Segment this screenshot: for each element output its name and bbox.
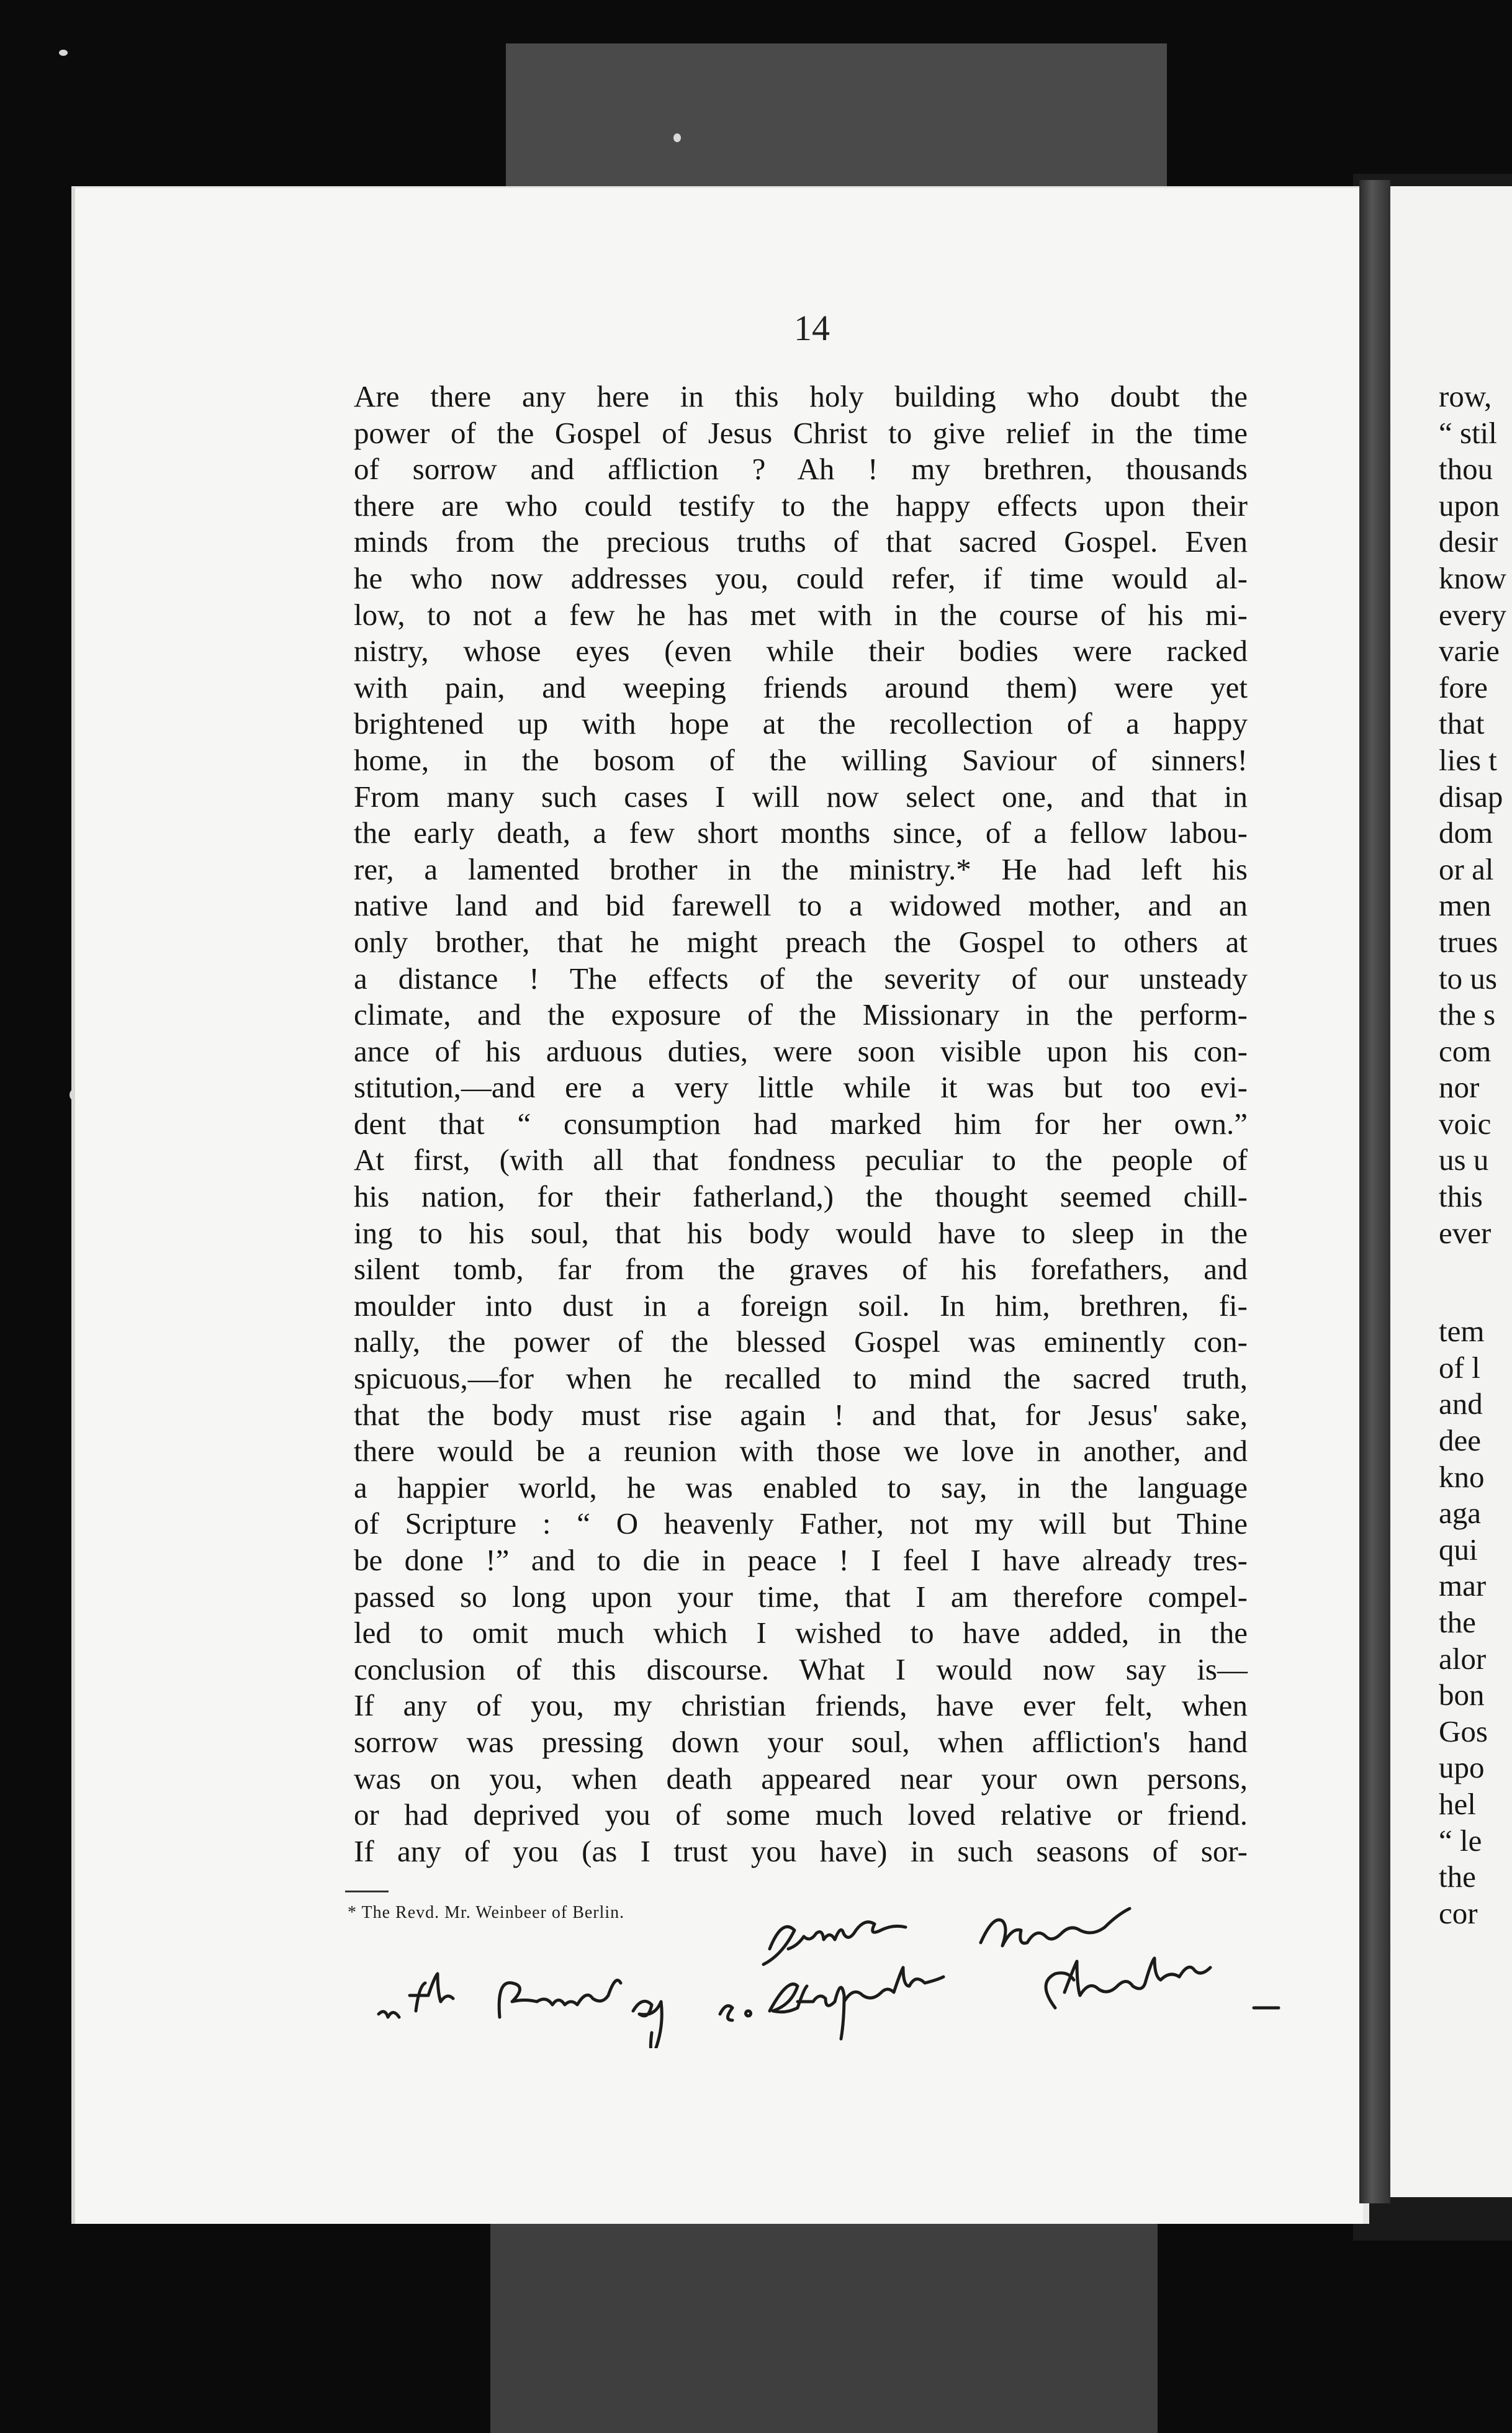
paragraph-gap: [1439, 1251, 1506, 1313]
adjacent-text-line: nor: [1439, 1070, 1480, 1105]
text-line: with pain, and weeping friends around them) were yet: [354, 670, 1248, 704]
text-line: nally, the power of the blessed Gospel was eminently con-: [354, 1324, 1248, 1359]
text-line: only brother, that he might preach the Gospel to others at: [354, 924, 1248, 959]
adjacent-text-line: varie: [1439, 634, 1500, 668]
text-line: If any of you, my christian friends, have ever felt, when: [354, 1688, 1248, 1723]
text-line: his nation, for their fatherland,) the thought seemed chill-: [354, 1179, 1248, 1214]
text-line: there are who could testify to the happy effects upon their: [354, 488, 1248, 523]
scanner-tape-bottom: [490, 2191, 1158, 2433]
text-line: that the body must rise again ! and that, for Jesus' sake,: [354, 1397, 1248, 1432]
text-line: be done !” and to die in peace ! I feel I have already tres-: [354, 1543, 1248, 1577]
text-line: of sorrow and affliction ? Ah ! my brethren, thousands: [354, 452, 1248, 487]
text-line: climate, and the exposure of the Missionary in the perform-: [354, 997, 1248, 1032]
adjacent-text-line: this: [1439, 1179, 1483, 1214]
text-line: rer, a lamented brother in the ministry.* He had left his: [354, 852, 1248, 886]
adjacent-text-line: trues: [1439, 924, 1498, 959]
adjacent-text-line: com: [1439, 1033, 1492, 1068]
text-line: dent that “ consumption had marked him for her own.”: [354, 1106, 1248, 1141]
dust-speck: [673, 133, 681, 142]
adjacent-text-line: cor: [1439, 1896, 1478, 1930]
text-line: or had deprived you of some much loved relative or friend.: [354, 1797, 1248, 1832]
book-gutter: [1359, 180, 1390, 2203]
handwritten-annotation: [372, 1887, 1291, 2048]
text-line: power of the Gospel of Jesus Christ to give relief in the time: [354, 415, 1248, 450]
adjacent-text-line: tem: [1439, 1314, 1485, 1349]
adjacent-text-line: qui: [1439, 1532, 1478, 1567]
text-line: If any of you (as I trust you have) in such seasons of sor-: [354, 1833, 1248, 1868]
text-line: stitution,—and ere a very little while it was but too evi-: [354, 1070, 1248, 1105]
adjacent-page-text: [1439, 379, 1506, 1932]
text-line: Are there any here in this holy building who doubt the: [354, 379, 1248, 413]
text-line: ance of his arduous duties, were soon visible upon his con-: [354, 1033, 1248, 1068]
adjacent-text-line: mar: [1439, 1568, 1487, 1603]
text-line: low, to not a few he has met with in the course of his mi-: [354, 597, 1248, 632]
adjacent-text-line: “ stil: [1439, 415, 1497, 450]
page-body-text: [354, 379, 1248, 1869]
text-line: From many such cases I will now select one, and that in: [354, 779, 1248, 814]
adjacent-text-line: desir: [1439, 524, 1498, 559]
adjacent-text-line: dom: [1439, 816, 1493, 850]
adjacent-text-line: to us: [1439, 961, 1497, 996]
adjacent-text-line: ever: [1439, 1215, 1492, 1250]
adjacent-text-line: men: [1439, 888, 1492, 923]
adjacent-text-line: of l: [1439, 1350, 1480, 1385]
adjacent-text-line: us u: [1439, 1143, 1489, 1177]
adjacent-text-line: upo: [1439, 1750, 1485, 1785]
adjacent-text-line: bon: [1439, 1678, 1485, 1712]
text-line: there would be a reunion with those we love in another, and: [354, 1434, 1248, 1468]
adjacent-text-line: know: [1439, 560, 1506, 595]
adjacent-text-line: the: [1439, 1860, 1476, 1894]
adjacent-text-line: upon: [1439, 488, 1500, 523]
text-line: ing to his soul, that his body would have to sleep in the: [354, 1215, 1248, 1250]
text-line: At first, (with all that fondness peculiar to the people of: [354, 1143, 1248, 1177]
adjacent-text-line: lies t: [1439, 742, 1497, 777]
text-line: the early death, a few short months since, of a fellow labou-: [354, 816, 1248, 850]
text-line: a happier world, he was enabled to say, in the language: [354, 1470, 1248, 1504]
adjacent-text-line: the: [1439, 1605, 1476, 1639]
text-line: passed so long upon your time, that I am therefore compel-: [354, 1579, 1248, 1614]
adjacent-text-line: Gos: [1439, 1714, 1488, 1748]
text-line: he who now addresses you, could refer, if time would al-: [354, 560, 1248, 595]
adjacent-text-line: the s: [1439, 997, 1496, 1032]
text-line: silent tomb, far from the graves of his forefathers, and: [354, 1252, 1248, 1287]
adjacent-text-line: “ le: [1439, 1823, 1482, 1858]
adjacent-text-line: that: [1439, 706, 1485, 741]
adjacent-text-line: kno: [1439, 1459, 1485, 1494]
adjacent-text-line: every: [1439, 597, 1506, 632]
text-line: conclusion of this discourse. What I would now say is—: [354, 1652, 1248, 1686]
adjacent-text-line: thou: [1439, 452, 1493, 487]
text-line: led to omit much which I wished to have added, in the: [354, 1616, 1248, 1650]
page-number: 14: [794, 308, 830, 348]
text-line: brightened up with hope at the recollection of a happy: [354, 706, 1248, 741]
scanner-tape-top: [506, 43, 1167, 199]
text-line: native land and bid farewell to a widowed mother, and an: [354, 888, 1248, 923]
footnote: * The Revd. Mr. Weinbeer of Berlin.: [348, 1903, 625, 1922]
text-line: nistry, whose eyes (even while their bodies were racked: [354, 634, 1248, 668]
adjacent-text-line: and: [1439, 1387, 1483, 1421]
text-line: of Scripture : “ O heavenly Father, not my will but Thine: [354, 1506, 1248, 1541]
text-line: minds from the precious truths of that sacred Gospel. Even: [354, 524, 1248, 559]
text-line: was on you, when death appeared near your own persons,: [354, 1761, 1248, 1796]
adjacent-text-line: voic: [1439, 1106, 1492, 1141]
text-line: moulder into dust in a foreign soil. In him, brethren, fi-: [354, 1288, 1248, 1323]
text-line: sorrow was pressing down your soul, when affliction's hand: [354, 1724, 1248, 1759]
adjacent-text-line: alor: [1439, 1641, 1487, 1676]
adjacent-text-line: or al: [1439, 852, 1494, 886]
text-line: a distance ! The effects of the severity of our unsteady: [354, 961, 1248, 996]
adjacent-text-line: disap: [1439, 779, 1503, 814]
adjacent-text-line: dee: [1439, 1423, 1481, 1458]
adjacent-text-line: row,: [1439, 379, 1492, 413]
text-line: home, in the bosom of the willing Saviour of sinners!: [354, 742, 1248, 777]
adjacent-text-line: aga: [1439, 1496, 1481, 1531]
text-line: spicuous,—for when he recalled to mind the sacred truth,: [354, 1361, 1248, 1396]
dust-speck: [59, 50, 68, 56]
adjacent-text-line: hel: [1439, 1786, 1476, 1821]
adjacent-text-line: fore: [1439, 670, 1488, 704]
